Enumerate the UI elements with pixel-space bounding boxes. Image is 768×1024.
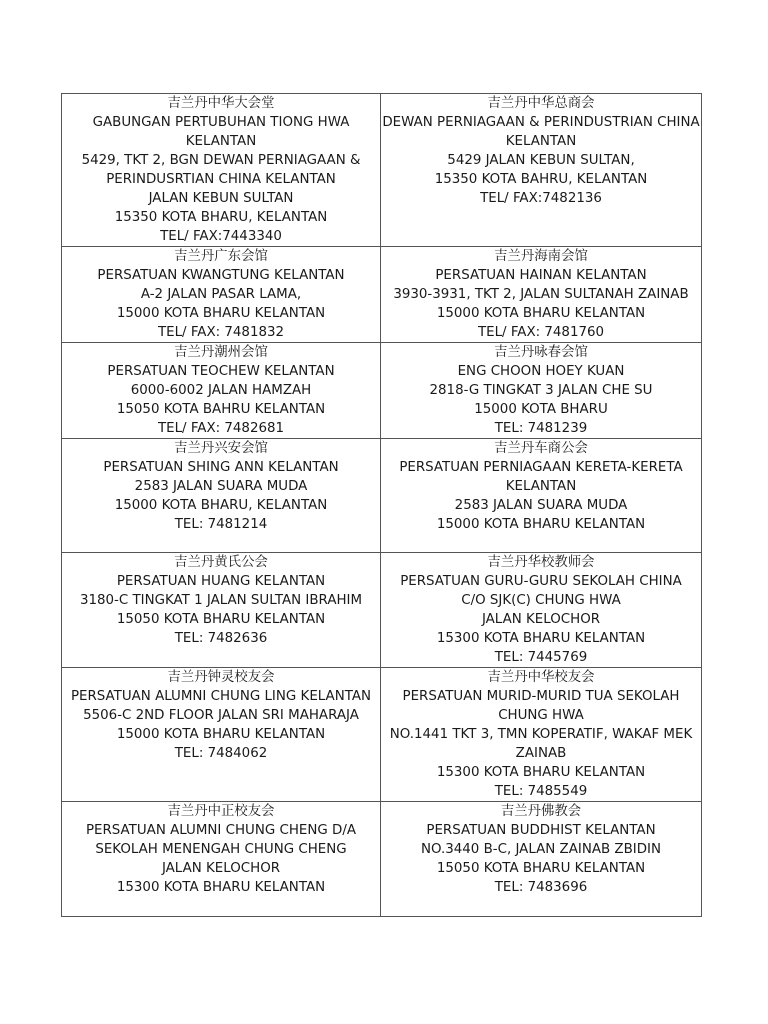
- address-line: 3930-3931, TKT 2, JALAN SULTANAH ZAINAB: [393, 287, 689, 302]
- association-cell: [381, 802, 702, 917]
- association-cell: [62, 343, 381, 439]
- address-line: 15300 KOTA BHARU KELANTAN: [116, 880, 326, 895]
- contact-number: TEL/ FAX:7482136: [480, 191, 602, 206]
- chinese-name: 吉兰丹兴安会馆: [174, 441, 268, 456]
- association-name: PERSATUAN ALUMNI CHUNG LING KELANTAN: [70, 689, 372, 704]
- contact-number: TEL/ FAX: 7481832: [157, 325, 285, 340]
- chinese-name: 吉兰丹中华大会堂: [167, 96, 275, 111]
- address-line: 15050 KOTA BHARU KELANTAN: [436, 861, 646, 876]
- table-row: [62, 439, 702, 553]
- address-line: 2818-G TINGKAT 3 JALAN CHE SU: [429, 383, 653, 398]
- address-line: 5429 JALAN KEBUN SULTAN,: [447, 153, 635, 168]
- address-line: 15000 KOTA BHARU KELANTAN: [116, 306, 326, 321]
- address-line: 15050 KOTA BHARU KELANTAN: [116, 612, 326, 627]
- contact-number: TEL: 7481239: [494, 421, 588, 436]
- chinese-name: 吉兰丹钟灵校友会: [167, 670, 275, 685]
- address-line: NO.3440 B-C, JALAN ZAINAB ZBIDIN: [420, 842, 662, 857]
- association-cell: [381, 553, 702, 668]
- chinese-name: 吉兰丹车商公会: [494, 441, 588, 456]
- association-cell: [62, 802, 381, 917]
- address-line: C/O SJK(C) CHUNG HWA: [461, 593, 621, 608]
- association-name: PERSATUAN ALUMNI CHUNG CHENG D/A SEKOLAH MENENGAH CHUNG CHENG: [85, 823, 357, 857]
- association-name: PERSATUAN BUDDHIST KELANTAN: [426, 823, 656, 838]
- contact-number: TEL/ FAX: 7481760: [477, 325, 605, 340]
- address-line: 15000 KOTA BHARU KELANTAN: [436, 306, 646, 321]
- chinese-name: 吉兰丹中华校友会: [487, 670, 595, 685]
- contact-number: TEL: 7445769: [494, 650, 588, 665]
- contact-number: TEL/ FAX:7443340: [160, 229, 282, 244]
- chinese-name: 吉兰丹咏春会馆: [494, 345, 588, 360]
- directory-body: [62, 94, 702, 917]
- contact-number: TEL: 7483696: [494, 880, 588, 895]
- association-cell: [62, 553, 381, 668]
- association-name: DEWAN PERNIAGAAN & PERINDUSTRIAN CHINA KELANTAN: [382, 115, 700, 149]
- association-name: GABUNGAN PERTUBUHAN TIONG HWA KELANTAN: [92, 115, 350, 149]
- chinese-name: 吉兰丹黄氏公会: [174, 555, 268, 570]
- contact-number: TEL: 7484062: [174, 746, 268, 761]
- address-line: 15000 KOTA BHARU, KELANTAN: [114, 498, 328, 513]
- association-cell: [62, 94, 381, 247]
- chinese-name: 吉兰丹中正校友会: [167, 804, 275, 819]
- table-row: [62, 802, 702, 917]
- address-line: 15000 KOTA BHARU: [474, 402, 608, 417]
- chinese-name: 吉兰丹广东会馆: [174, 249, 268, 264]
- address-line: 2583 JALAN SUARA MUDA: [134, 479, 308, 494]
- association-name: PERSATUAN KWANGTUNG KELANTAN: [97, 268, 345, 283]
- address-line: JALAN KEBUN SULTAN: [148, 191, 294, 206]
- address-line: 15350 KOTA BHARU, KELANTAN: [114, 210, 328, 225]
- table-row: [62, 668, 702, 802]
- address-line: 15000 KOTA BHARU KELANTAN: [436, 517, 646, 532]
- address-line: 15350 KOTA BAHRU, KELANTAN: [434, 172, 648, 187]
- association-name: ENG CHOON HOEY KUAN: [457, 364, 625, 379]
- address-line: NO.1441 TKT 3, TMN KOPERATIF, WAKAF MEK ZAINAB: [389, 727, 693, 761]
- association-cell: [381, 94, 702, 247]
- association-cell: [381, 668, 702, 802]
- address-line: 2583 JALAN SUARA MUDA: [454, 498, 628, 513]
- association-cell: [62, 247, 381, 343]
- contact-number: TEL: 7482636: [174, 631, 268, 646]
- association-directory-table: [61, 93, 702, 917]
- address-line: 6000-6002 JALAN HAMZAH: [130, 383, 312, 398]
- address-line: JALAN KELOCHOR: [161, 861, 281, 876]
- table-row: [62, 94, 702, 247]
- table-row: [62, 247, 702, 343]
- chinese-name: 吉兰丹佛教会: [500, 804, 582, 819]
- address-line: 5429, TKT 2, BGN DEWAN PERNIAGAAN & PERINDUSRTIAN CHINA KELANTAN: [81, 153, 361, 187]
- contact-number: TEL: 7485549: [494, 784, 588, 799]
- association-cell: [381, 343, 702, 439]
- contact-number: TEL: 7481214: [174, 517, 268, 532]
- association-cell: [381, 247, 702, 343]
- table-row: [62, 343, 702, 439]
- chinese-name: 吉兰丹中华总商会: [487, 96, 595, 111]
- association-name: PERSATUAN SHING ANN KELANTAN: [103, 460, 339, 475]
- address-line: 15000 KOTA BHARU KELANTAN: [116, 727, 326, 742]
- address-line: 15300 KOTA BHARU KELANTAN: [436, 765, 646, 780]
- association-cell: [62, 668, 381, 802]
- association-cell: [381, 439, 702, 553]
- association-name: PERSATUAN HAINAN KELANTAN: [435, 268, 647, 283]
- contact-number: TEL/ FAX: 7482681: [157, 421, 285, 436]
- association-name: PERSATUAN TEOCHEW KELANTAN: [107, 364, 335, 379]
- chinese-name: 吉兰丹华校教师会: [487, 555, 595, 570]
- address-line: 15050 KOTA BAHRU KELANTAN: [116, 402, 326, 417]
- address-line: JALAN KELOCHOR: [481, 612, 601, 627]
- address-line: 15300 KOTA BHARU KELANTAN: [436, 631, 646, 646]
- association-name: PERSATUAN GURU-GURU SEKOLAH CHINA: [400, 574, 682, 589]
- chinese-name: 吉兰丹潮州会馆: [174, 345, 268, 360]
- association-cell: [62, 439, 381, 553]
- address-line: A-2 JALAN PASAR LAMA,: [140, 287, 302, 302]
- association-name: PERSATUAN HUANG KELANTAN: [116, 574, 326, 589]
- address-line: 5506-C 2ND FLOOR JALAN SRI MAHARAJA: [83, 708, 359, 723]
- chinese-name: 吉兰丹海南会馆: [494, 249, 588, 264]
- address-line: 3180-C TINGKAT 1 JALAN SULTAN IBRAHIM: [79, 593, 363, 608]
- association-name: PERSATUAN MURID-MURID TUA SEKOLAH CHUNG HWA: [402, 689, 680, 723]
- association-name: PERSATUAN PERNIAGAAN KERETA-KERETA KELANTAN: [399, 460, 683, 494]
- table-row: [62, 553, 702, 668]
